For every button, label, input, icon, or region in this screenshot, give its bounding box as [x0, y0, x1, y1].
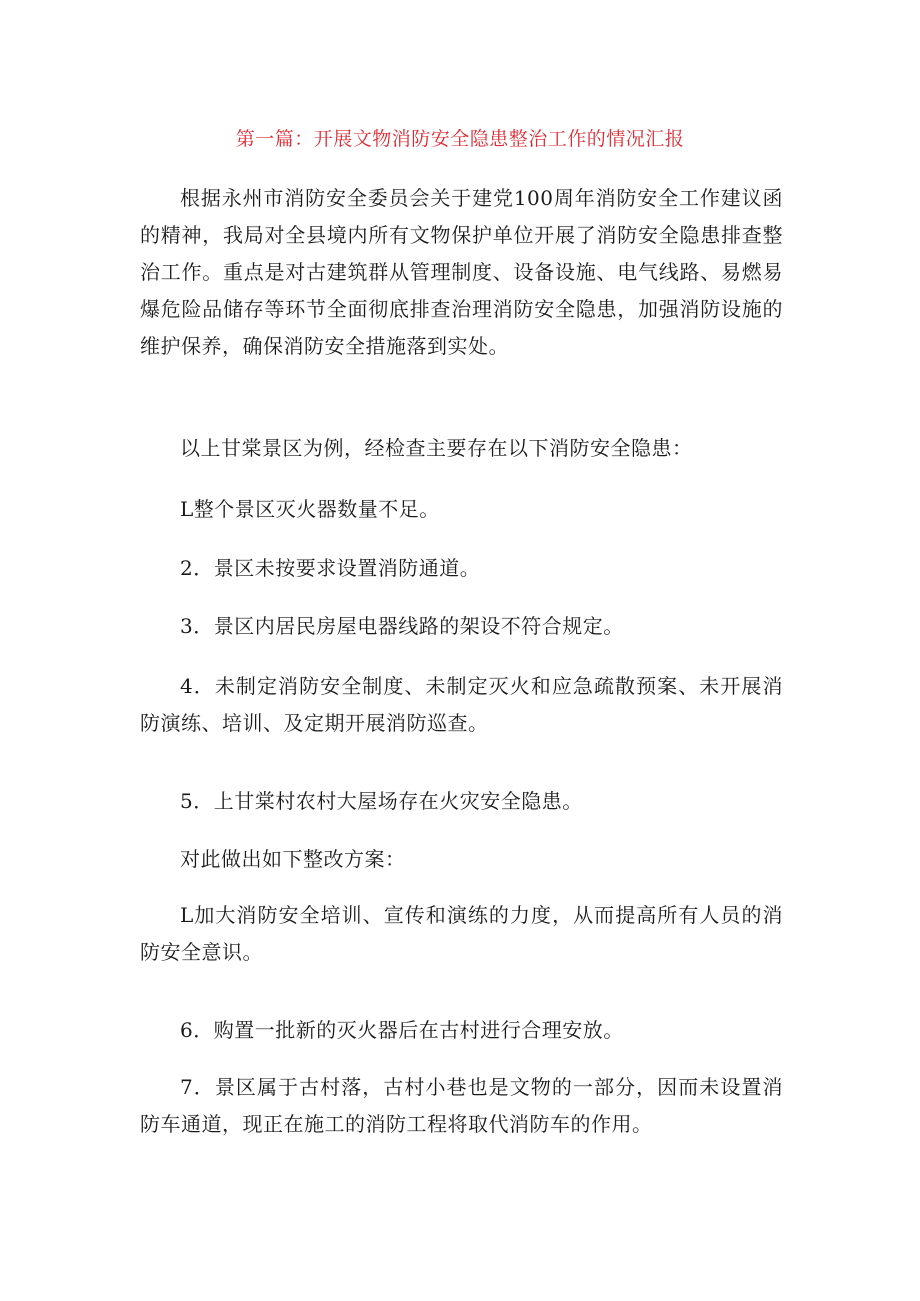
hazard-item-4: 4．未制定消防安全制度、未制定灭火和应急疏散预案、未开展消防演练、培训、及定期开展消防巡查。	[140, 674, 783, 735]
hazard-item-1: L整个景区灭火器数量不足。	[180, 497, 440, 521]
plan-item-7: 7．景区属于古村落，古村小巷也是文物的一部分，因而未设置消防车通道，现正在施工的消防工程将取代消防车的作用。	[140, 1075, 783, 1136]
hazard-item-3: 3．景区内居民房屋电器线路的架设不符合规定。	[180, 614, 624, 638]
paragraph-plan-intro: 对此做出如下整改方案：	[180, 847, 406, 871]
plan-item-6: 6．购置一批新的灭火器后在古村进行合理安放。	[180, 1018, 624, 1042]
paragraph-intro: 根据永州市消防安全委员会关于建党100周年消防安全工作建议函的精神，我局对全县境内所有文物保护单位开展了消防安全隐患排查整治工作。重点是对古建筑群从管理制度、设备设施、电气线路、易燃易爆危险品储存等环节全面彻底排查治理消防安全隐患，加强消防设施的维护保养，确保消防安全措施落到实处。	[140, 186, 783, 358]
hazard-item-2: 2．景区未按要求设置消防通道。	[180, 556, 481, 580]
paragraph-example-intro: 以上甘棠景区为例，经检查主要存在以下消防安全隐患：	[180, 436, 693, 460]
plan-item-1: L加大消防安全培训、宣传和演练的力度，从而提高所有人员的消防安全意识。	[140, 903, 783, 964]
document-title: 第一篇：开展文物消防安全隐患整治工作的情况汇报	[235, 128, 685, 150]
hazard-item-5: 5．上甘棠村农村大屋场存在火灾安全隐患。	[180, 789, 583, 813]
